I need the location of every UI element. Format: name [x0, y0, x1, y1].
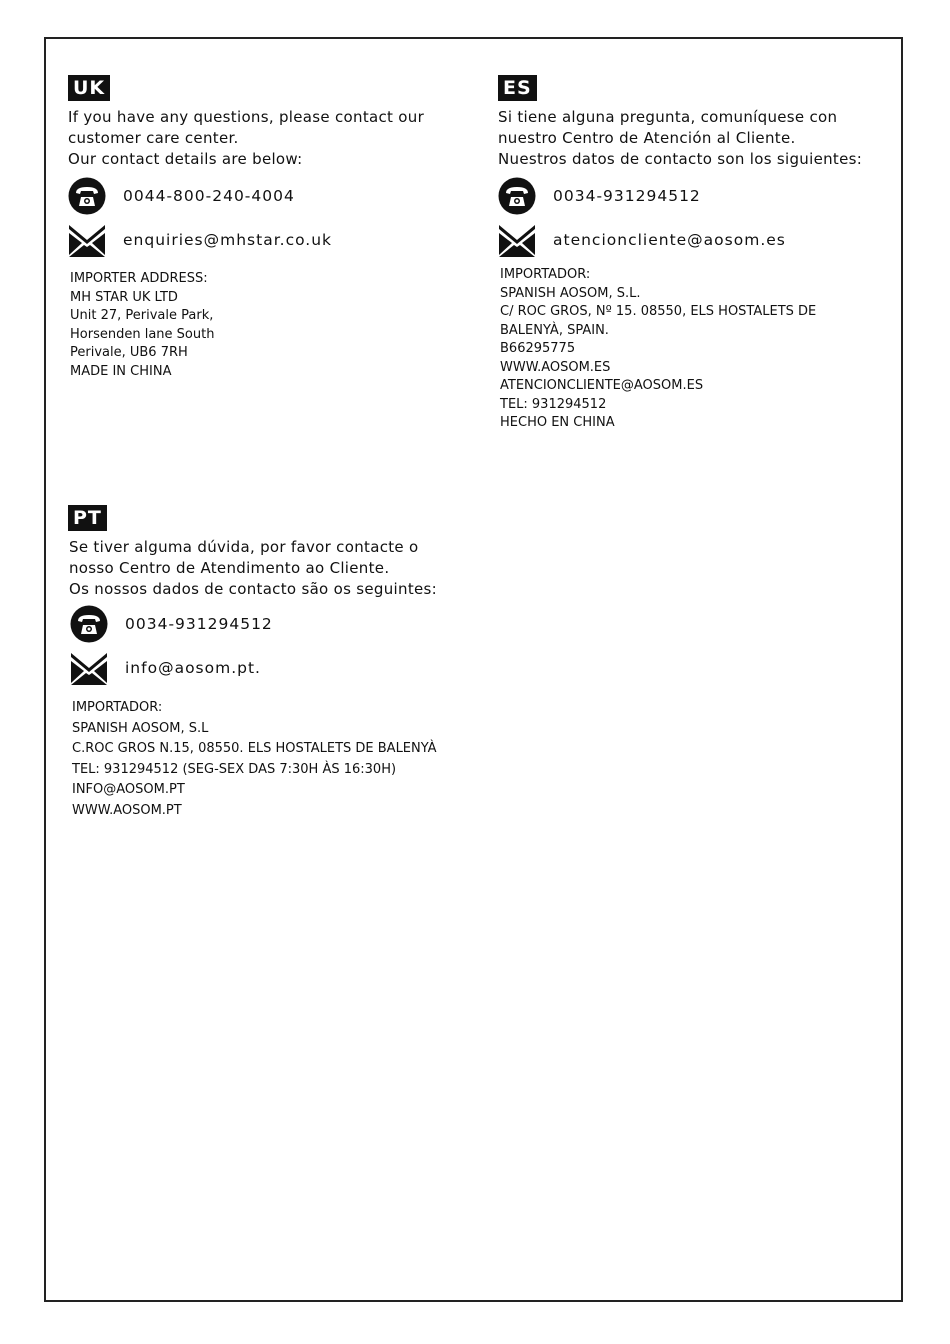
envelope-icon: [498, 221, 536, 259]
es-address-line: BALENYÀ, SPAIN.: [500, 322, 609, 338]
pt-address: [72, 698, 437, 821]
pt-intro-line: Os nossos dados de contacto são os seguintes:: [69, 580, 437, 598]
es-intro-line: Si tiene alguna pregunta, comuníquese con: [498, 108, 838, 126]
uk-phone-row: [68, 174, 424, 218]
es-address-line: B66295775: [500, 341, 576, 356]
uk-address-line: MADE IN CHINA: [70, 363, 172, 379]
uk-address-line: Perivale, UB6 7RH: [70, 345, 188, 360]
es-address-line: C/ ROC GROS, Nº 15. 08550, ELS HOSTALETS DE: [500, 304, 817, 319]
uk-intro-line: Our contact details are below:: [68, 150, 303, 168]
pt-phone-row: [70, 602, 437, 646]
uk-address: [70, 270, 424, 381]
pt-intro-line: nosso Centro de Atendimento ao Cliente.: [69, 559, 390, 577]
uk-badge: UK: [68, 75, 110, 101]
uk-address-line: MH STAR UK LTD: [70, 289, 178, 305]
es-email: atencioncliente@aosom.es: [553, 231, 786, 249]
telephone-icon: [70, 605, 108, 643]
uk-email-row: [68, 218, 424, 262]
uk-section: [68, 75, 424, 381]
es-address-line: WWW.AOSOM.ES: [500, 359, 611, 375]
uk-address-line: Horsenden lane South: [70, 326, 215, 342]
es-intro-line: Nuestros datos de contacto son los siguientes:: [498, 150, 863, 168]
pt-intro: [69, 537, 437, 600]
uk-intro: [68, 107, 424, 170]
pt-address-line: INFO@AOSOM.PT: [72, 782, 185, 797]
es-address-line: TEL: 931294512: [500, 396, 607, 412]
envelope-icon: [68, 221, 106, 259]
pt-badge: PT: [68, 505, 107, 531]
pt-section: [68, 505, 437, 821]
es-address-line: HECHO EN CHINA: [500, 415, 615, 430]
uk-phone-number: 0044-800-240-4004: [123, 187, 295, 205]
pt-address-line: WWW.AOSOM.PT: [72, 802, 182, 818]
pt-email-row: [70, 646, 437, 690]
es-section: [498, 75, 862, 433]
pt-address-line: TEL: 931294512 (SEG-SEX DAS 7:30H ÀS 16:30H): [72, 761, 397, 777]
pt-phone-number: 0034-931294512: [125, 615, 273, 633]
es-intro: [498, 107, 862, 170]
es-address-line: ATENCIONCLIENTE@AOSOM.ES: [500, 378, 704, 393]
es-address-line: SPANISH AOSOM, S.L.: [500, 285, 641, 301]
pt-address-line: SPANISH AOSOM, S.L: [72, 720, 209, 736]
pt-email: info@aosom.pt.: [125, 659, 261, 677]
pt-intro-line: Se tiver alguma dúvida, por favor contacte o: [69, 538, 419, 556]
es-badge: ES: [498, 75, 537, 101]
es-address: [500, 266, 862, 433]
es-intro-line: nuestro Centro de Atención al Cliente.: [498, 129, 796, 147]
pt-address-line: IMPORTADOR:: [72, 700, 163, 715]
telephone-icon: [498, 177, 536, 215]
es-phone-number: 0034-931294512: [553, 187, 701, 205]
telephone-icon: [68, 177, 106, 215]
es-phone-row: [498, 174, 862, 218]
es-email-row: [498, 218, 862, 262]
uk-intro-line: If you have any questions, please contact our: [68, 108, 425, 126]
uk-address-line: Unit 27, Perivale Park,: [70, 308, 214, 323]
envelope-icon: [70, 649, 108, 687]
uk-email: enquiries@mhstar.co.uk: [123, 231, 333, 249]
uk-address-line: IMPORTER ADDRESS:: [70, 271, 208, 286]
uk-intro-line: customer care center.: [68, 129, 239, 147]
pt-address-line: C.ROC GROS N.15, 08550. ELS HOSTALETS DE BALENYÀ: [72, 741, 437, 756]
es-address-line: IMPORTADOR:: [500, 267, 591, 282]
